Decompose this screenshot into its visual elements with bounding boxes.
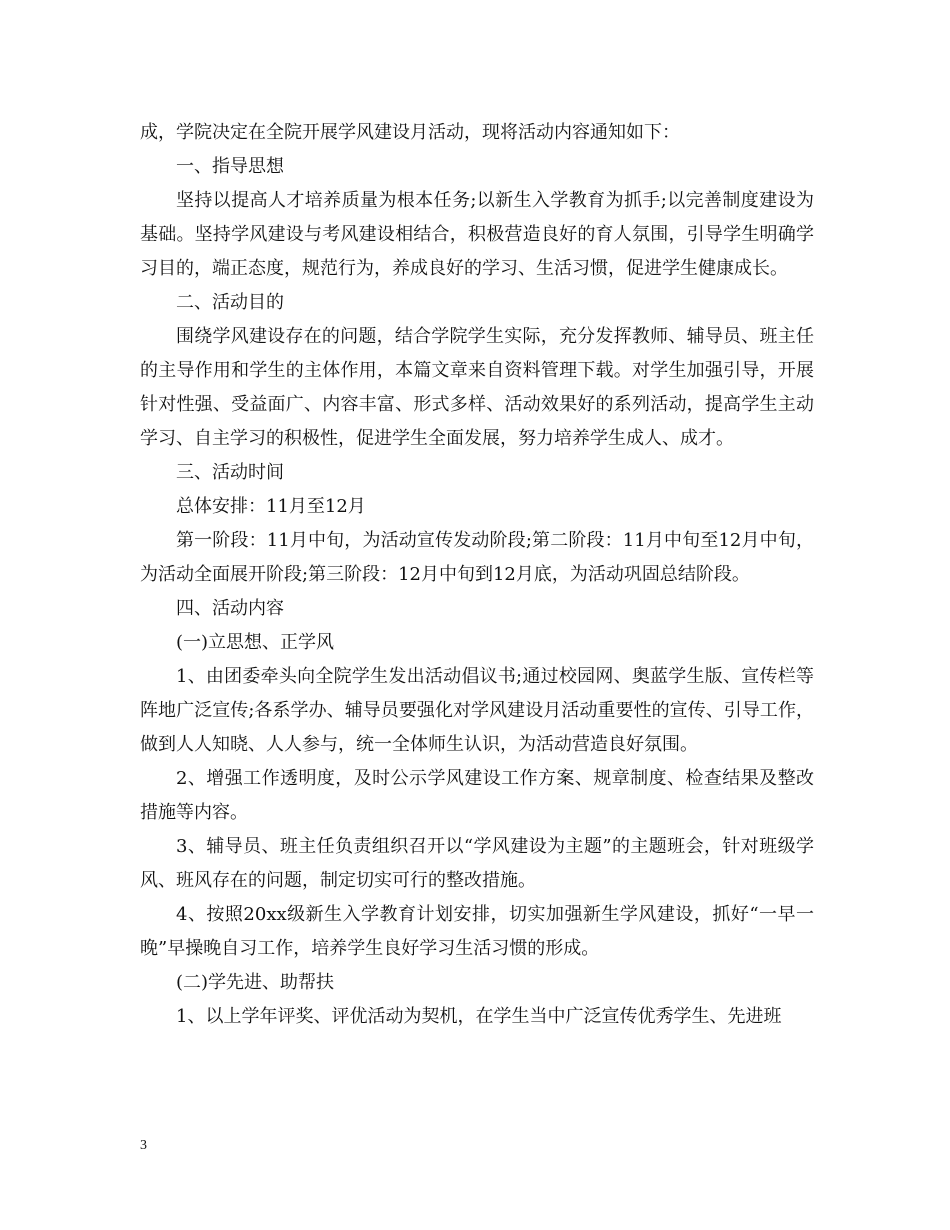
section-heading: 四、活动内容 <box>176 598 284 619</box>
list-item: 1、由团委牵头向全院学生发出活动倡议书;通过校园网、奥蓝学生版、宣传栏等阵地广泛宣传;各系学办、辅导员要强化对学风建设月活动重要性的宣传、引导工作，做到人人知晓、人人参与，统一全体师生认识，为活动营造良好氛围。 <box>140 666 814 755</box>
list-item: 3、辅导员、班主任负责组织召开以“学风建设为主题”的主题班会，针对班级学风、班风存在的问题，制定切实可行的整改措施。 <box>140 836 814 891</box>
page-number: 3 <box>140 1138 147 1153</box>
paragraph: 总体安排：11月至12月 <box>176 496 366 517</box>
paragraph: 成，学院决定在全院开展学风建设月活动，现将活动内容通知如下： <box>140 122 680 143</box>
section-heading: 一、指导思想 <box>176 156 284 177</box>
paragraph: 围绕学风建设存在的问题，结合学院学生实际，充分发挥教师、辅导员、班主任的主导作用和学生的主体作用，本篇文章来自资料管理下载。对学生加强引导，开展针对性强、受益面广、内容丰富、形式多样、活动效果好的系列活动，提高学生主动学习、自主学习的积极性，促进学生全面发展，努力培养学生成人、成才。 <box>140 326 814 449</box>
list-item: 2、增强工作透明度，及时公示学风建设工作方案、规章制度、检查结果及整改措施等内容。 <box>140 768 814 823</box>
paragraph: 第一阶段：11月中旬，为活动宣传发动阶段;第二阶段：11月中旬至12月中旬，为活动全面展开阶段;第三阶段：12月中旬到12月底，为活动巩固总结阶段。 <box>140 530 814 585</box>
section-heading: 三、活动时间 <box>176 462 284 483</box>
list-item: 4、按照20xx级新生入学教育计划安排，切实加强新生学风建设，抓好“一早一晚”早操晚自习工作，培养学生良好学习生活习惯的形成。 <box>140 904 814 959</box>
list-item: 1、以上学年评奖、评优活动为契机，在学生当中广泛宣传优秀学生、先进班 <box>176 1006 782 1027</box>
subsection-heading: (一)立思想、正学风 <box>176 632 335 653</box>
document-body <box>140 116 814 1034</box>
subsection-heading: (二)学先进、助帮扶 <box>176 972 335 993</box>
paragraph: 坚持以提高人才培养质量为根本任务;以新生入学教育为抓手;以完善制度建设为基础。坚持学风建设与考风建设相结合，积极营造良好的育人氛围，引导学生明确学习目的，端正态度，规范行为，养成良好的学习、生活习惯，促进学生健康成长。 <box>140 190 814 279</box>
section-heading: 二、活动目的 <box>176 292 284 313</box>
